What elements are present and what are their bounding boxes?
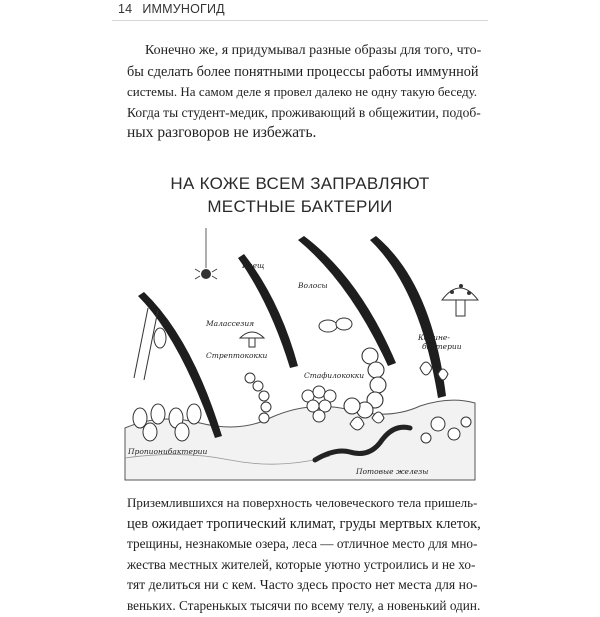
label-staphylococci: Стафилококки (304, 371, 365, 380)
label-propionibacteria: Пропионибактерии (128, 447, 208, 456)
text-line: жества местных жителей, которые уютно устроились и не хо- (127, 556, 476, 572)
skin-bacteria-illustration (120, 228, 480, 480)
section-heading-line-1: НА КОЖЕ ВСЕМ ЗАПРАВЛЯЮТ (170, 174, 430, 193)
hair-3 (298, 236, 396, 366)
text-line: Конечно же, я придумывал разные образы для того, что- (145, 43, 482, 58)
label-tick: Клещ (242, 261, 265, 270)
text-line: цев ожидает тропический климат, груды мертвых клеток, (127, 515, 481, 532)
page-number: 14 (118, 2, 133, 16)
tick-icon (201, 269, 211, 279)
text-line: тят делиться ни с кем. Часто здесь просто нет места для но- (127, 577, 478, 593)
text-line: ных разговоров не избежать. (127, 124, 317, 142)
paragraph-intro (127, 41, 481, 144)
malassezia-cells (319, 318, 352, 332)
text-line: бы сделать более понятными процессы работы иммунной (127, 63, 479, 80)
text-line: трещины, незнакомые озера, леса — отличное место для мно- (127, 536, 478, 552)
streptococci-chain (245, 373, 271, 423)
header-rule (112, 20, 488, 21)
corynebacteria (420, 362, 432, 375)
label-corynebacteria-2: бактерии (422, 342, 462, 351)
text-line: веньких. Старенькых тысячи по всему телу, а новенький один. (127, 597, 481, 613)
text-line: Приземлившихся на поверхность человеческого тела пришель- (127, 495, 478, 510)
label-hair: Волосы (298, 281, 328, 290)
paragraph-body (127, 493, 481, 617)
text-line: Когда ты студент-медик, проживающий в общежитии, подоб- (127, 104, 481, 120)
text-line: системы. На самом деле я провел далеко не одну такую беседу. (127, 84, 478, 100)
section-heading (112, 172, 488, 218)
label-sweat-glands: Потовые железы (356, 467, 429, 476)
mushroom-icon (442, 288, 478, 300)
label-malassezia: Малассезия (206, 319, 255, 328)
section-heading-line-2: МЕСТНЫЕ БАКТЕРИИ (207, 197, 393, 216)
label-streptococci: Стрептококки (206, 351, 268, 360)
bacteria-chain (344, 348, 386, 418)
label-corynebacteria-1: Корине- (418, 333, 450, 342)
running-header (118, 2, 225, 16)
running-title: ИММУНОГИД (142, 2, 225, 16)
